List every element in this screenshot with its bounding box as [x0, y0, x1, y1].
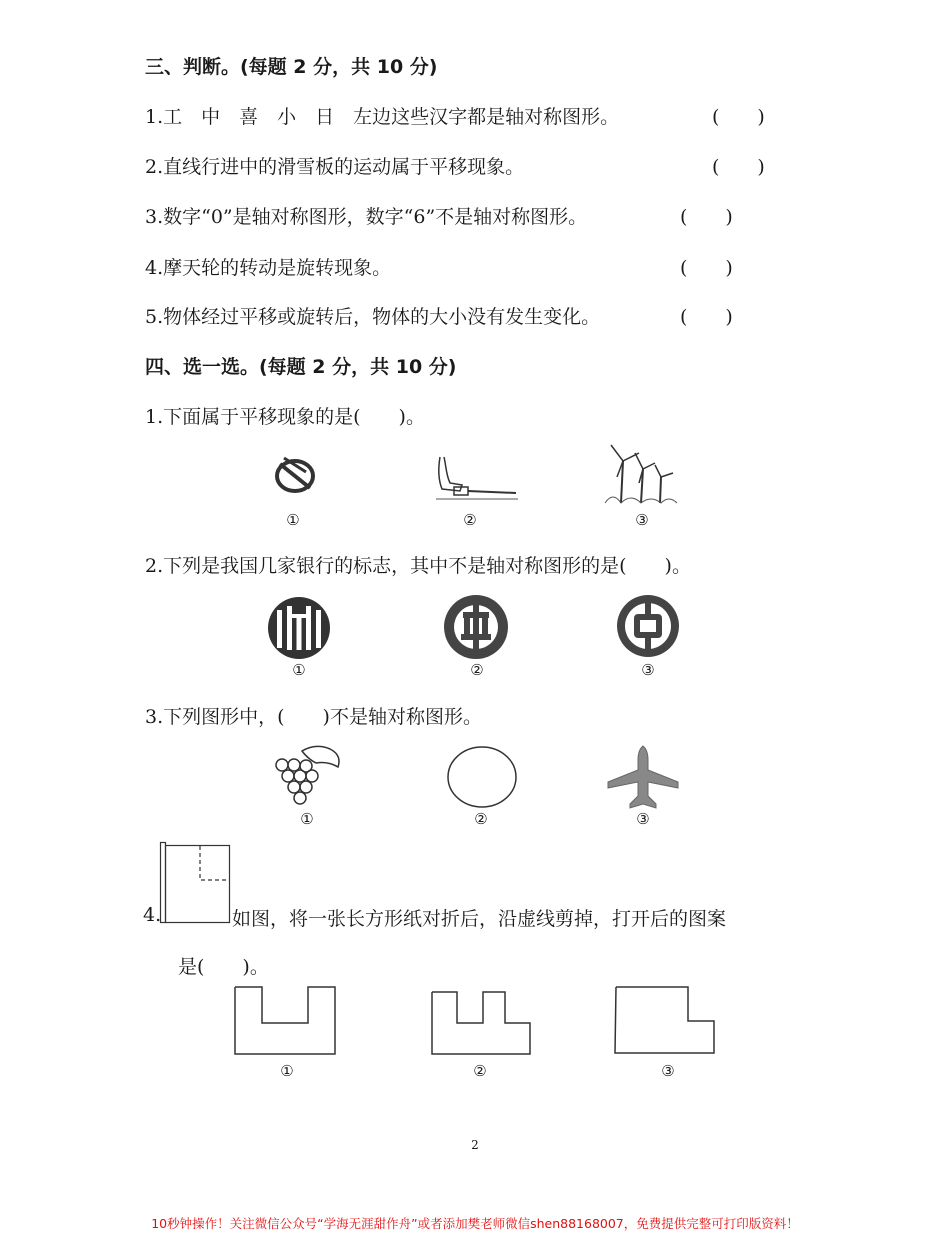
judge-item-2: 2.直线行进中的滑雪板的运动属于平移现象。	[145, 156, 525, 178]
judge-item-4: 4.摩天轮的转动是旋转现象。	[145, 257, 392, 279]
wind-turbines-icon	[603, 443, 678, 505]
hand-pushing-icon	[432, 455, 520, 505]
citic-bank-logo-icon	[267, 596, 331, 660]
answer-blank-2[interactable]: ( )	[712, 156, 765, 178]
section-4-title: 四、选一选。(每题 2 分，共 10 分)	[145, 356, 457, 378]
judge-item-3: 3.数字“0”是轴对称图形，数字“6”不是轴对称图形。	[145, 206, 588, 228]
pattern-1-label[interactable]: ①	[280, 1062, 294, 1080]
cut-pattern-1	[234, 986, 338, 1056]
ellipse-shape	[446, 746, 518, 808]
grapes-icon	[272, 745, 344, 810]
pattern-2-label[interactable]: ②	[473, 1062, 487, 1080]
folded-paper-figure	[160, 842, 232, 924]
cut-pattern-3	[614, 985, 718, 1055]
answer-blank-3[interactable]: ( )	[680, 206, 733, 228]
shape-2-label[interactable]: ②	[474, 810, 488, 828]
bank-of-china-logo-icon	[616, 594, 680, 658]
logo-3-label[interactable]: ③	[641, 661, 655, 679]
cut-pattern-2	[431, 990, 535, 1056]
logo-2-label[interactable]: ②	[470, 661, 484, 679]
question-4-text-cont: 是( )。	[178, 956, 269, 978]
option-3-label[interactable]: ③	[635, 511, 649, 529]
footer-promo-text: 10秒钟操作！关注微信公众号“学海无涯甜作舟”或者添加樊老师微信shen88168007，免费提供完整可打印版资料！	[151, 1216, 799, 1231]
question-4-number: 4.	[143, 904, 162, 926]
question-2-text: 2.下列是我国几家银行的标志，其中不是轴对称图形的是( )。	[145, 555, 691, 577]
page-number: 2	[471, 1138, 479, 1152]
option-1-label[interactable]: ①	[286, 511, 300, 529]
shape-1-label[interactable]: ①	[300, 810, 314, 828]
icbc-bank-logo-icon	[443, 594, 509, 660]
pattern-3-label[interactable]: ③	[661, 1062, 675, 1080]
answer-blank-1[interactable]: ( )	[712, 106, 765, 128]
shape-3-label[interactable]: ③	[636, 810, 650, 828]
airplane-icon	[608, 746, 678, 808]
option-2-label[interactable]: ②	[463, 511, 477, 529]
question-1-text: 1.下面属于平移现象的是( )。	[145, 406, 425, 428]
question-3-text: 3.下列图形中，( )不是轴对称图形。	[145, 706, 482, 728]
judge-item-5: 5.物体经过平移或旋转后，物体的大小没有发生变化。	[145, 306, 601, 328]
judge-item-1: 1.工 中 喜 小 日 左边这些汉字都是轴对称图形。	[145, 106, 620, 128]
logo-1-label[interactable]: ①	[292, 661, 306, 679]
steering-wheel-icon	[270, 450, 320, 500]
section-3-title: 三、判断。(每题 2 分，共 10 分)	[145, 56, 438, 78]
answer-blank-4[interactable]: ( )	[680, 257, 733, 279]
answer-blank-5[interactable]: ( )	[680, 306, 733, 328]
question-4-text: 如图，将一张长方形纸对折后，沿虚线剪掉，打开后的图案	[232, 908, 727, 930]
